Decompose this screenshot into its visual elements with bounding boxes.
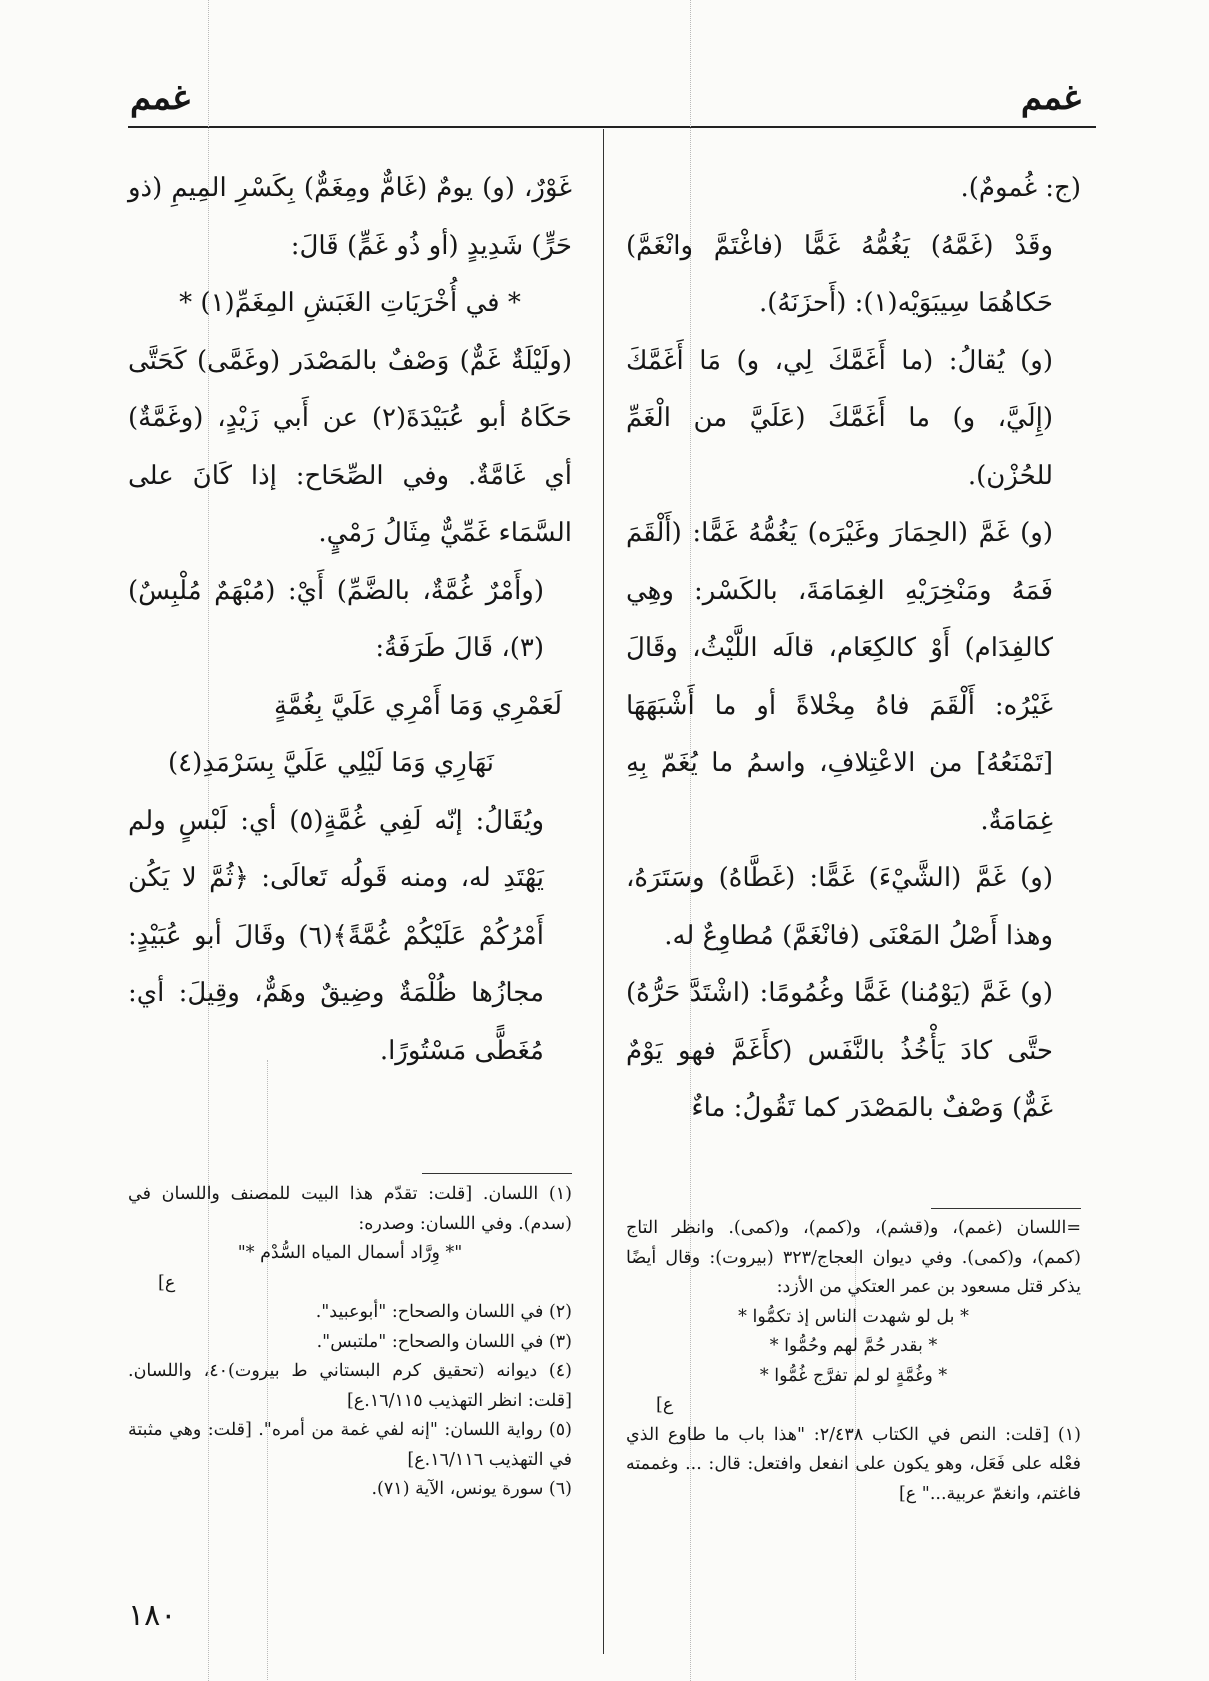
verse-line: نَهَارِي وَمَا لَيْلِي عَلَيَّ بِسَرْمَدِ(٤) (168, 748, 494, 778)
page-number: ١٨٠ (128, 1598, 177, 1633)
footnote: (١) اللسان. [قلت: تقدّم هذا البيت للمصنف واللسان في (سدم). وفي اللسان: وصدره: (128, 1184, 572, 1234)
column-divider (603, 129, 604, 1654)
footnote: =اللسان (غمم)، و(قشم)، و(كمم)، و(كمى). وانظر التاج (كمم)، و(كمى). وفي ديوان العجاج/٣٢٣ (بيروت): وقال أيضًا يذكر قتل مسعود بن عمر العتكي من الأزد: (626, 1218, 1081, 1297)
header-rule (128, 126, 1096, 128)
footnote-verse: * بقدر حُمَّ لهم وحُمُّوا * (769, 1336, 938, 1356)
entry-paragraph: وقَدْ (غَمَّهُ) يَغُمُّهُ غَمًّا (فاغْتَمَّ وانْغَمَّ) حَكاهُمَا سِيبَوَيْه(١): (أَحزَنَهُ). (626, 230, 1053, 318)
footnote-verse: * وغُمَّةٍ لو لم تفرَّج غُمُّوا * (759, 1365, 948, 1386)
footnote: (٢) في اللسان والصحاح: "أبوعبيد". (315, 1302, 572, 1322)
entry-paragraph: (و) غَمَّ (الشَّيْءَ) غَمًّا: (غَطَّاهُ) وسَتَرَهُ، وهذا أَصْلُ المَعْنَى (فانْغَمَّ) مُطاوِعٌ له. (626, 863, 1053, 951)
entry-paragraph: ويُقَالُ: إنّه لَفِي غُمَّةٍ(٥) أي: لَبْسٍ ولم يَهْتَدِ له، ومنه قَولُه تَعالَى: ﴿ثُمَّ لا يَكُن أَمْرُكُمْ عَلَيْكُمْ غُمَّةً﴾(٦) وقَالَ أبو عُبَيْدٍ: مجازُها ظُلْمَةٌ وضِيقٌ وهَمٌّ، وقِيلَ: أي: مُغَطًّى مَسْتُورًا. (128, 805, 545, 1066)
header-right-keyword: غمم (1020, 78, 1081, 118)
header-left-keyword: غمم (130, 78, 191, 118)
entry-paragraph: (و) يُقالُ: (ما أَغَمَّكَ لِي، و) مَا أَغَمَّكَ (إِلَيَّ، و) ما أَغَمَّكَ (عَلَيَّ من الْغَمِّ للحُزْن). (626, 345, 1053, 491)
left-footnotes (128, 1180, 572, 1505)
footnote: (٤) ديوانه (تحقيق كرم البستاني ط بيروت)٤٠، واللسان. [قلت: انظر التهذيب ١٦/١١٥.ع] (128, 1361, 572, 1411)
right-footnotes (626, 1214, 1081, 1509)
footnote: (١) [قلت: النص في الكتاب ٢/٤٣٨: "هذا باب ما طاوع الذي فعْله على فَعَل، وهو يكون على انفعل وافتعل: قال: ... وغممته فاغتم، وانغمّ عربية..." ع] (626, 1424, 1081, 1504)
verse-line: * في أُخْرَيَاتِ الغَبَشِ المِغَمِّ(١) * (179, 288, 521, 318)
entry-paragraph: (و) غَمَّ (يَوْمُنا) غَمًّا وغُمُومًا: (اشْتَدَّ حَرُّهُ) حتَّى كادَ يَأْخُذُ بالنَّفَس (كأَغَمَّ فهو يَوْمٌ غَمٌّ) وَصْفٌ بالمَصْدَر كما تَقُولُ: ماءٌ (626, 978, 1053, 1123)
left-column-text (128, 160, 572, 1080)
footnote: (٦) سورة يونس، الآية (٧١). (371, 1479, 572, 1499)
footnote-verse: "* وِرَّاد أسمال المياه السُّدْم *" (237, 1243, 463, 1263)
entry-paragraph: (ج: غُمومٌ). (960, 173, 1081, 203)
footnote-marker: ع] (656, 1395, 674, 1415)
footnote-rule (931, 1208, 1081, 1209)
verse-line: لَعَمْرِي وَمَا أَمْرِي عَلَيَّ بِغُمَّةٍ (273, 690, 562, 721)
right-column-text (626, 160, 1081, 1138)
footnote: (٥) رواية اللسان: "إنه لفي غمة من أمره". [قلت: وهي مثبتة في التهذيب ١٦/١١٦.ع] (128, 1420, 572, 1470)
footnote: (٣) في اللسان والصحاح: "ملتبس". (316, 1331, 572, 1352)
entry-paragraph: (و) غَمَّ (الحِمَارَ وغَيْرَه) يَغُمُّهُ غَمًّا: (أَلْقَمَ فَمَهُ ومَنْخِرَيْهِ الغِمَامَةَ، بالكَسْر: وهِي كالفِدَام) أَوْ كالكِعَام، قالَه اللَّيْثُ، وقَالَ غَيْرُه: أَلْقَمَ فاهُ مِخْلاةً أو ما أَشْبَهَهَا [تَمْنَعُهُ] من الاعْتِلافِ، واسمُ ما يُغَمّ بِهِ غِمَامَةٌ. (626, 518, 1053, 836)
footnote-marker: ع] (158, 1272, 176, 1293)
footnote-verse: * بل لو شهدت الناس إذ تكمُّوا * (738, 1306, 969, 1327)
footnote-rule (422, 1173, 572, 1174)
entry-paragraph: غَوْرٌ، (و) يومٌ (غَامٌّ ومِغَمٌّ) بِكَسْرِ المِيمِ (ذو حَرٍّ) شَدِيدٍ (أو ذُو غَمٍّ) قَالَ: (128, 173, 572, 261)
entry-paragraph: (ولَيْلَةٌ غَمٌّ) وَصْفٌ بالمَصْدَر (وغَمَّى) كَحَتَّى حَكَاهُ أبو عُبَيْدَةَ(٢) عن أَبي زَيْدٍ، (وغَمَّةٌ) أي غَامَّةٌ. وفي الصِّحَاح: إذا كَانَ على السَّمَاء غَمِّيٌّ مِثَالُ رَمْيٍ. (128, 345, 572, 548)
entry-paragraph: (وأَمْرٌ غُمَّةٌ، بالضَّمِّ) أَيْ: (مُبْهَمٌ مُلْبِسٌ)(٣)، قَالَ طَرَفَةُ: (128, 575, 544, 663)
